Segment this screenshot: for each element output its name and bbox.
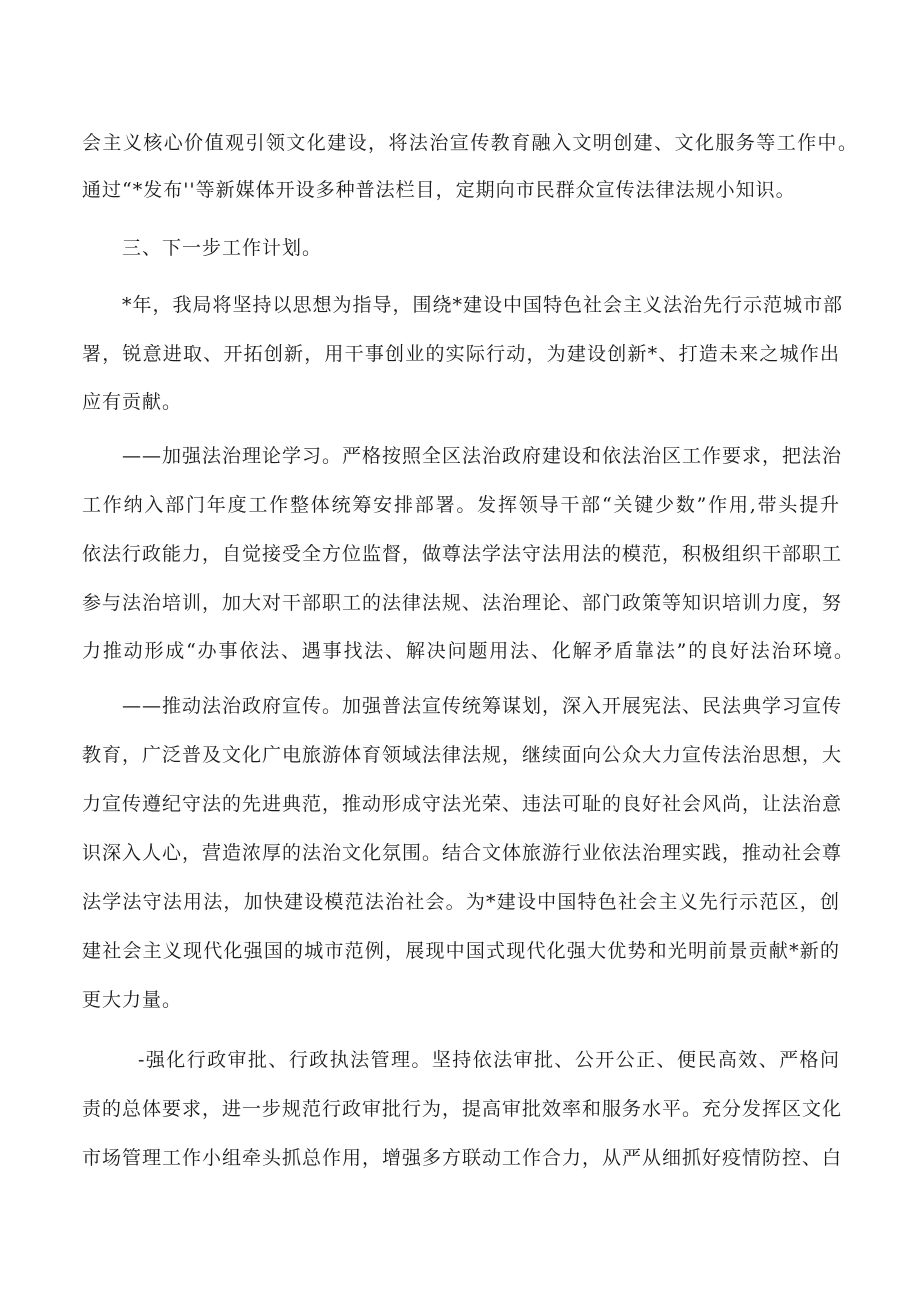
paragraph-3-line-1: ——加强法治理论学习。严格按照全区法治政府建设和依法治区工作要求，把法治: [122, 445, 843, 467]
paragraph-4-line-3: 力宣传遵纪守法的先进典范，推动形成守法光荣、违法可耻的良好社会风尚，让法治意: [82, 793, 843, 815]
paragraph-4-line-6: 建社会主义现代化强国的城市范例，展现中国式现代化强大优势和光明前景贡献*新的: [82, 940, 840, 962]
paragraph-1-line-1: 会主义核心价值观引领文化建设，将法治宣传教育融入文明创建、文化服务等工作中。: [82, 132, 858, 154]
paragraph-4-line-7: 更大力量。: [82, 989, 183, 1011]
paragraph-2-line-3: 应有贡献。: [82, 391, 183, 413]
paragraph-4-line-2: 教育，广泛普及文化广电旅游体育领域法律法规，继续面向公众大力宣传法治思想，大: [82, 744, 843, 766]
paragraph-3-line-2: 工作纳入部门年度工作整体统筹安排部署。发挥领导干部“关键少数”作用,带头提升: [82, 494, 840, 516]
paragraph-4-line-4: 识深入人心，营造浓厚的法治文化氛围。结合文体旅游行业依法治理实践，推动社会尊: [82, 842, 843, 864]
paragraph-2-line-2: 署，锐意进取、开拓创新，用干事创业的实际行动，为建设创新*、打造未来之城作出: [82, 343, 840, 365]
paragraph-5-line-2: 责的总体要求，进一步规范行政审批行为，提高审批效率和服务水平。充分发挥区文化: [82, 1098, 843, 1120]
paragraph-3-line-3: 依法行政能力，自觉接受全方位监督，做尊法学法守法用法的模范，积极组织干部职工: [82, 543, 843, 565]
paragraph-4-line-5: 法学法守法用法，加快建设模范法治社会。为*建设中国特色社会主义先行示范区，创: [82, 891, 840, 913]
paragraph-5-line-1: -强化行政审批、行政执法管理。坚持依法审批、公开公正、便民高效、严格问: [138, 1049, 840, 1071]
paragraph-2-line-1: *年，我局将坚持以思想为指导，围绕*建设中国特色社会主义法治先行示范城市部: [122, 294, 844, 316]
paragraph-4-line-1: ——推动法治政府宣传。加强普法宣传统筹谋划，深入开展宪法、民法典学习宣传: [122, 695, 843, 717]
paragraph-1-line-2: 通过“*发布''等新媒体开设多种普法栏目，定期向市民群众宣传法律法规小知识。: [82, 179, 796, 201]
paragraph-5-line-3: 市场管理工作小组牵头抓总作用，增强多方联动工作合力，从严从细抓好疫情防控、白: [82, 1147, 843, 1169]
paragraph-3-line-5: 力推动形成“办事依法、遇事找法、解决问题用法、化解矛盾靠法”的良好法治环境。: [82, 640, 854, 662]
paragraph-3-line-4: 参与法治培训，加大对干部职工的法律法规、法治理论、部门政策等知识培训力度，努: [82, 592, 843, 614]
section-heading: 三、下一步工作计划。: [122, 237, 323, 259]
